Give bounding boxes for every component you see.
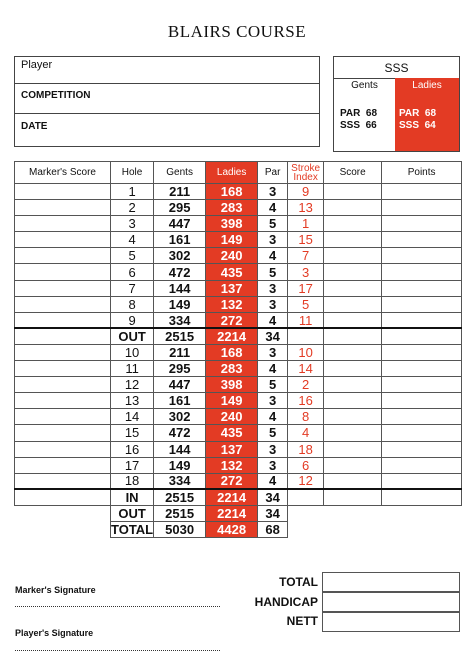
stroke-index: 16 bbox=[288, 393, 324, 409]
points-cell[interactable] bbox=[382, 184, 462, 200]
points-cell[interactable] bbox=[382, 393, 462, 409]
markers-score-cell[interactable] bbox=[15, 184, 111, 200]
markers-signature-line[interactable] bbox=[15, 606, 220, 607]
score-cell[interactable] bbox=[324, 248, 382, 264]
ladies-yards: 435 bbox=[206, 425, 258, 441]
par-value: 5 bbox=[258, 264, 288, 280]
hole-number: IN bbox=[111, 489, 154, 505]
stroke-index: 8 bbox=[288, 409, 324, 425]
gents-yards: 2515 bbox=[154, 505, 206, 521]
gents-yards: 161 bbox=[154, 393, 206, 409]
hole-row bbox=[15, 393, 462, 409]
stroke-index bbox=[288, 521, 324, 537]
stroke-index: 10 bbox=[288, 344, 324, 360]
score-cell[interactable] bbox=[324, 232, 382, 248]
gents-yards: 302 bbox=[154, 248, 206, 264]
stroke-index: 14 bbox=[288, 361, 324, 377]
gents-yards: 5030 bbox=[154, 521, 206, 537]
hole-row bbox=[15, 296, 462, 312]
stroke-index: 11 bbox=[288, 312, 324, 328]
hole-number: 4 bbox=[111, 232, 154, 248]
score-cell[interactable] bbox=[324, 296, 382, 312]
gents-yards: 144 bbox=[154, 280, 206, 296]
markers-score-cell[interactable] bbox=[15, 377, 111, 393]
hole-number: 9 bbox=[111, 312, 154, 328]
score-cell[interactable] bbox=[324, 200, 382, 216]
score-cell[interactable] bbox=[324, 505, 382, 521]
nett-box[interactable] bbox=[322, 612, 460, 632]
markers-score-cell[interactable] bbox=[15, 361, 111, 377]
ladies-yards: 149 bbox=[206, 393, 258, 409]
handicap-box[interactable] bbox=[322, 592, 460, 612]
points-cell[interactable] bbox=[382, 216, 462, 232]
markers-score-cell[interactable] bbox=[15, 280, 111, 296]
ladies-yards: 240 bbox=[206, 248, 258, 264]
markers-score-cell[interactable] bbox=[15, 200, 111, 216]
par-value: 3 bbox=[258, 296, 288, 312]
hole-row bbox=[15, 505, 462, 521]
ladies-yards: 272 bbox=[206, 312, 258, 328]
markers-score-cell[interactable] bbox=[15, 473, 111, 489]
divider bbox=[15, 113, 319, 114]
points-cell[interactable] bbox=[382, 344, 462, 360]
hole-row bbox=[15, 409, 462, 425]
stroke-index bbox=[288, 489, 324, 505]
hole-row bbox=[15, 232, 462, 248]
sss-gents-label: Gents bbox=[351, 80, 378, 91]
points-cell[interactable] bbox=[382, 200, 462, 216]
score-cell[interactable] bbox=[324, 216, 382, 232]
hole-number: 11 bbox=[111, 361, 154, 377]
hole-row bbox=[15, 264, 462, 280]
hole-number: 15 bbox=[111, 425, 154, 441]
player-label: Player bbox=[21, 59, 53, 71]
markers-score-cell[interactable] bbox=[15, 328, 111, 344]
stroke-index: 12 bbox=[288, 473, 324, 489]
col-stroke-index: Stroke Index bbox=[288, 162, 324, 184]
gents-yards: 334 bbox=[154, 473, 206, 489]
markers-score-cell[interactable] bbox=[15, 457, 111, 473]
par-value: 5 bbox=[258, 216, 288, 232]
par-value: 3 bbox=[258, 184, 288, 200]
hole-number: 1 bbox=[111, 184, 154, 200]
ladies-yards: 283 bbox=[206, 361, 258, 377]
points-cell[interactable] bbox=[382, 361, 462, 377]
hole-number: 8 bbox=[111, 296, 154, 312]
markers-score-cell[interactable] bbox=[15, 296, 111, 312]
col-par: Par bbox=[258, 162, 288, 184]
par-value: 34 bbox=[258, 505, 288, 521]
hole-row bbox=[15, 312, 462, 328]
sss-ladies-label: Ladies bbox=[412, 80, 442, 91]
score-cell[interactable] bbox=[324, 264, 382, 280]
stroke-index: 6 bbox=[288, 457, 324, 473]
gents-yards: 144 bbox=[154, 441, 206, 457]
gents-yards: 447 bbox=[154, 216, 206, 232]
par-value: 4 bbox=[258, 361, 288, 377]
hole-row bbox=[15, 216, 462, 232]
hole-row bbox=[15, 489, 462, 505]
gents-yards: 2515 bbox=[154, 489, 206, 505]
gents-yards: 472 bbox=[154, 264, 206, 280]
course-title: BLAIRS COURSE bbox=[167, 22, 307, 41]
ladies-yards: 240 bbox=[206, 409, 258, 425]
ladies-yards: 149 bbox=[206, 232, 258, 248]
par-value: 4 bbox=[258, 409, 288, 425]
gents-yards: 295 bbox=[154, 200, 206, 216]
markers-score-cell[interactable] bbox=[15, 232, 111, 248]
hole-number: 6 bbox=[111, 264, 154, 280]
gents-yards: 211 bbox=[154, 184, 206, 200]
score-cell[interactable] bbox=[324, 344, 382, 360]
markers-score-cell[interactable] bbox=[15, 393, 111, 409]
sss-gents-panel bbox=[334, 78, 395, 151]
score-cell[interactable] bbox=[324, 361, 382, 377]
points-cell[interactable] bbox=[382, 248, 462, 264]
gents-yards: 2515 bbox=[154, 328, 206, 344]
points-cell[interactable] bbox=[382, 489, 462, 505]
par-value: 4 bbox=[258, 248, 288, 264]
points-cell[interactable] bbox=[382, 296, 462, 312]
score-cell[interactable] bbox=[324, 521, 382, 537]
competition-label: COMPETITION bbox=[21, 90, 91, 101]
markers-score-cell[interactable] bbox=[15, 505, 111, 521]
gents-par: PAR 68 bbox=[340, 108, 378, 119]
points-cell[interactable] bbox=[382, 457, 462, 473]
markers-score-cell[interactable] bbox=[15, 521, 111, 537]
hole-row bbox=[15, 328, 462, 344]
ladies-yards: 137 bbox=[206, 441, 258, 457]
points-cell[interactable] bbox=[382, 232, 462, 248]
points-cell[interactable] bbox=[382, 425, 462, 441]
stroke-index: 2 bbox=[288, 377, 324, 393]
stroke-index: 3 bbox=[288, 264, 324, 280]
hole-row bbox=[15, 377, 462, 393]
par-value: 5 bbox=[258, 377, 288, 393]
nett-label: NETT bbox=[286, 614, 318, 628]
hole-number: OUT bbox=[111, 505, 154, 521]
score-cell[interactable] bbox=[324, 312, 382, 328]
par-value: 34 bbox=[258, 328, 288, 344]
par-value: 3 bbox=[258, 441, 288, 457]
stroke-index: 4 bbox=[288, 425, 324, 441]
ladies-yards: 4428 bbox=[206, 521, 258, 537]
score-cell[interactable] bbox=[324, 473, 382, 489]
sss-box bbox=[333, 56, 460, 152]
col-gents: Gents bbox=[154, 162, 206, 184]
header-row bbox=[15, 162, 462, 184]
stroke-index: 7 bbox=[288, 248, 324, 264]
gents-yards: 472 bbox=[154, 425, 206, 441]
total-box[interactable] bbox=[322, 572, 460, 592]
points-cell[interactable] bbox=[382, 505, 462, 521]
stroke-index: 13 bbox=[288, 200, 324, 216]
stroke-index: 9 bbox=[288, 184, 324, 200]
par-value: 3 bbox=[258, 232, 288, 248]
points-cell[interactable] bbox=[382, 312, 462, 328]
total-label: TOTAL bbox=[279, 575, 318, 589]
stroke-index: 1 bbox=[288, 216, 324, 232]
hole-number: 18 bbox=[111, 473, 154, 489]
hole-number: 7 bbox=[111, 280, 154, 296]
score-cell[interactable] bbox=[324, 441, 382, 457]
ladies-yards: 272 bbox=[206, 473, 258, 489]
hole-row bbox=[15, 248, 462, 264]
markers-score-cell[interactable] bbox=[15, 489, 111, 505]
stroke-index: 18 bbox=[288, 441, 324, 457]
par-value: 3 bbox=[258, 457, 288, 473]
hole-number: 10 bbox=[111, 344, 154, 360]
par-value: 3 bbox=[258, 280, 288, 296]
markers-score-cell[interactable] bbox=[15, 248, 111, 264]
col-points: Points bbox=[382, 162, 462, 184]
hole-row bbox=[15, 280, 462, 296]
hole-row bbox=[15, 200, 462, 216]
score-cell[interactable] bbox=[324, 184, 382, 200]
ladies-yards: 132 bbox=[206, 457, 258, 473]
par-value: 4 bbox=[258, 473, 288, 489]
divider bbox=[15, 83, 319, 84]
score-cell[interactable] bbox=[324, 425, 382, 441]
players-signature-line[interactable] bbox=[15, 650, 220, 651]
hole-number: 3 bbox=[111, 216, 154, 232]
hole-number: 14 bbox=[111, 409, 154, 425]
points-cell[interactable] bbox=[382, 377, 462, 393]
par-value: 5 bbox=[258, 425, 288, 441]
hole-row bbox=[15, 184, 462, 200]
ladies-yards: 398 bbox=[206, 216, 258, 232]
hole-number: 12 bbox=[111, 377, 154, 393]
hole-number: TOTAL bbox=[111, 522, 154, 538]
hole-number: 2 bbox=[111, 200, 154, 216]
players-signature-label: Player's Signature bbox=[15, 628, 94, 638]
ladies-yards: 168 bbox=[206, 184, 258, 200]
score-cell[interactable] bbox=[324, 489, 382, 505]
ladies-yards: 2214 bbox=[206, 489, 258, 505]
stroke-index bbox=[288, 328, 324, 344]
ladies-yards: 2214 bbox=[206, 505, 258, 521]
ladies-yards: 283 bbox=[206, 200, 258, 216]
hole-number: OUT bbox=[111, 328, 154, 344]
markers-score-cell[interactable] bbox=[15, 312, 111, 328]
hole-number: 5 bbox=[111, 248, 154, 264]
markers-score-cell[interactable] bbox=[15, 425, 111, 441]
points-cell[interactable] bbox=[382, 473, 462, 489]
scorecard-table bbox=[14, 161, 462, 538]
markers-score-cell[interactable] bbox=[15, 264, 111, 280]
points-cell[interactable] bbox=[382, 328, 462, 344]
score-cell[interactable] bbox=[324, 457, 382, 473]
gents-yards: 334 bbox=[154, 312, 206, 328]
ladies-par: PAR 68 bbox=[399, 108, 437, 119]
date-label: DATE bbox=[21, 121, 48, 132]
hole-number: 17 bbox=[111, 457, 154, 473]
ladies-yards: 137 bbox=[206, 280, 258, 296]
hole-row bbox=[15, 457, 462, 473]
par-value: 68 bbox=[258, 521, 288, 537]
hole-row bbox=[15, 344, 462, 360]
hole-row bbox=[15, 521, 462, 537]
gents-yards: 149 bbox=[154, 296, 206, 312]
score-cell[interactable] bbox=[324, 280, 382, 296]
stroke-index: 17 bbox=[288, 280, 324, 296]
par-value: 4 bbox=[258, 312, 288, 328]
ladies-yards: 435 bbox=[206, 264, 258, 280]
points-cell[interactable] bbox=[382, 521, 462, 537]
par-value: 3 bbox=[258, 393, 288, 409]
gents-yards: 161 bbox=[154, 232, 206, 248]
ladies-yards: 398 bbox=[206, 377, 258, 393]
markers-score-cell[interactable] bbox=[15, 344, 111, 360]
markers-signature-label: Marker's Signature bbox=[15, 585, 96, 595]
sss-ladies-panel bbox=[395, 78, 459, 151]
col-markers-score: Marker's Score bbox=[15, 162, 111, 184]
stroke-index: 5 bbox=[288, 296, 324, 312]
gents-yards: 149 bbox=[154, 457, 206, 473]
score-cell[interactable] bbox=[324, 393, 382, 409]
markers-score-cell[interactable] bbox=[15, 409, 111, 425]
hole-row bbox=[15, 441, 462, 457]
ladies-yards: 2214 bbox=[206, 328, 258, 344]
col-score: Score bbox=[324, 162, 382, 184]
ladies-sss: SSS 64 bbox=[399, 120, 436, 131]
par-value: 4 bbox=[258, 200, 288, 216]
hole-row bbox=[15, 425, 462, 441]
gents-yards: 447 bbox=[154, 377, 206, 393]
markers-score-cell[interactable] bbox=[15, 216, 111, 232]
points-cell[interactable] bbox=[382, 264, 462, 280]
col-ladies: Ladies bbox=[206, 162, 258, 184]
stroke-index: 15 bbox=[288, 232, 324, 248]
par-value: 3 bbox=[258, 344, 288, 360]
col-hole: Hole bbox=[111, 162, 154, 184]
ladies-yards: 132 bbox=[206, 296, 258, 312]
gents-yards: 211 bbox=[154, 344, 206, 360]
score-cell[interactable] bbox=[324, 377, 382, 393]
hole-number: 16 bbox=[111, 441, 154, 457]
points-cell[interactable] bbox=[382, 441, 462, 457]
points-cell[interactable] bbox=[382, 409, 462, 425]
gents-yards: 295 bbox=[154, 361, 206, 377]
hole-number: 13 bbox=[111, 393, 154, 409]
gents-sss: SSS 66 bbox=[340, 120, 377, 131]
score-cell[interactable] bbox=[324, 328, 382, 344]
stroke-index bbox=[288, 505, 324, 521]
sss-heading: SSS bbox=[334, 57, 459, 79]
gents-yards: 302 bbox=[154, 409, 206, 425]
ladies-yards: 168 bbox=[206, 344, 258, 360]
score-cell[interactable] bbox=[324, 409, 382, 425]
player-info-box bbox=[14, 56, 320, 147]
hole-row bbox=[15, 473, 462, 489]
points-cell[interactable] bbox=[382, 280, 462, 296]
par-value: 34 bbox=[258, 489, 288, 505]
handicap-label: HANDICAP bbox=[254, 595, 318, 609]
hole-row bbox=[15, 361, 462, 377]
markers-score-cell[interactable] bbox=[15, 441, 111, 457]
